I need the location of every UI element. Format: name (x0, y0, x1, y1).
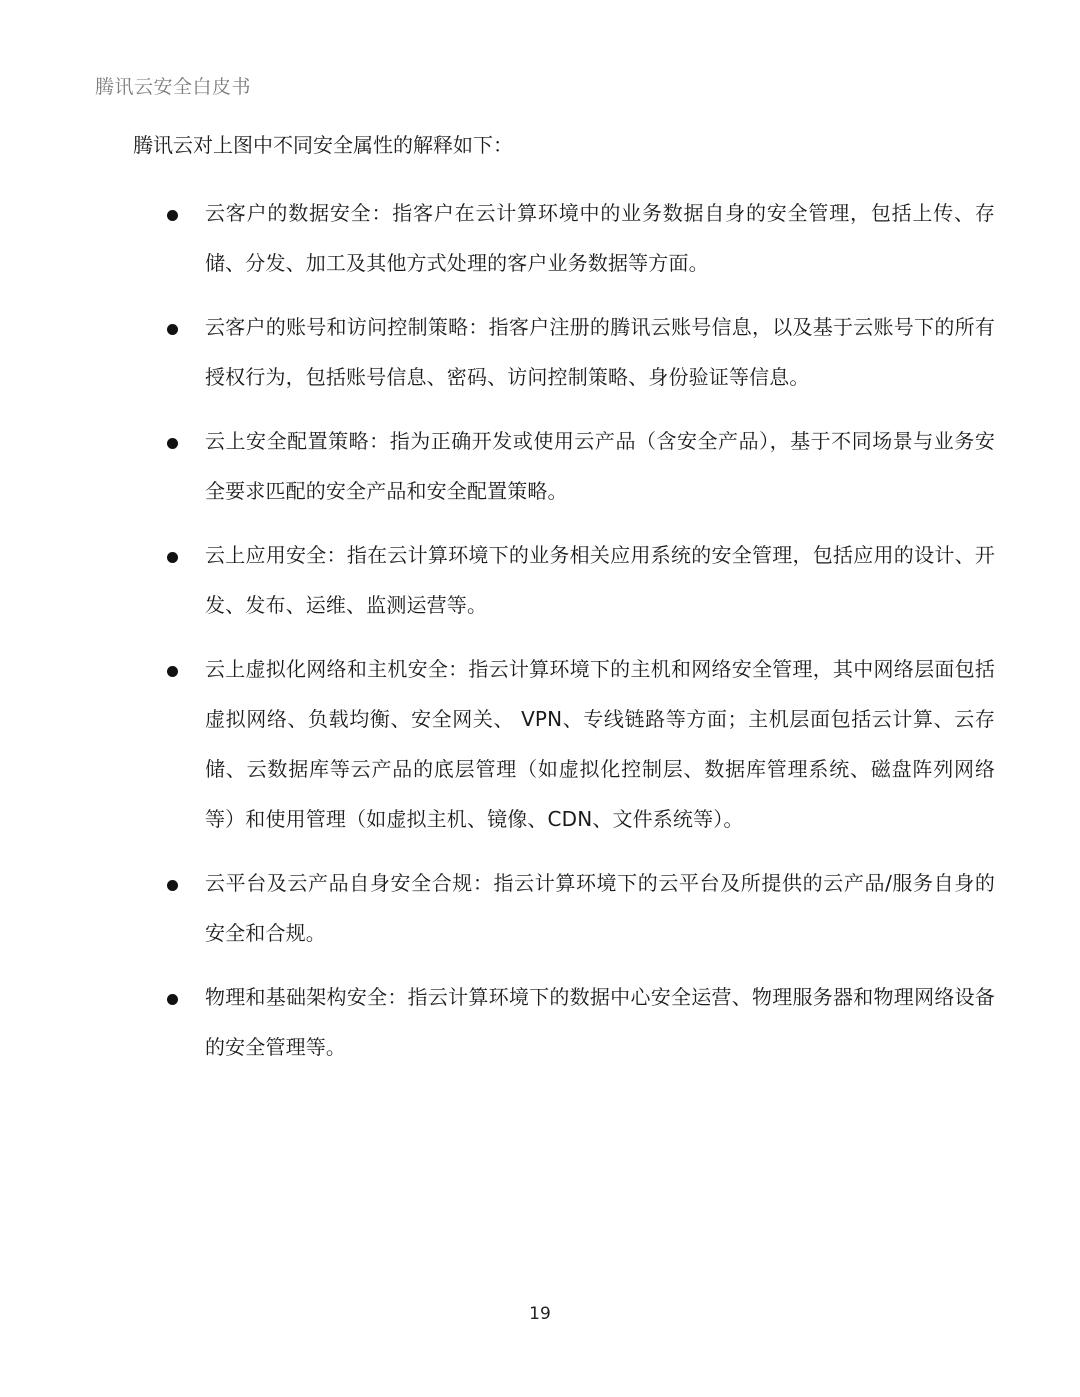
page-header-title: 腾讯云安全白皮书 (95, 76, 252, 98)
list-item-text: 云客户的账号和访问控制策略：指客户注册的腾讯云账号信息，以及基于云账号下的所有授权行为，包括账号信息、密码、访问控制策略、身份验证等信息。 (205, 315, 995, 389)
bullet-icon (167, 880, 178, 891)
bullet-icon (167, 666, 178, 677)
list-item-text: 物理和基础架构安全：指云计算环境下的数据中心安全运营、物理服务器和物理网络设备的安全管理等。 (205, 985, 995, 1059)
list-item-text: 云上应用安全：指在云计算环境下的业务相关应用系统的安全管理，包括应用的设计、开发、发布、运维、监测运营等。 (205, 543, 995, 617)
bullet-icon (167, 552, 178, 563)
bullet-icon (167, 324, 178, 335)
list-item-text: 云上虚拟化网络和主机安全：指云计算环境下的主机和网络安全管理，其中网络层面包括虚拟网络、负载均衡、安全网关、 VPN、专线链路等方面；主机层面包括云计算、云存储、云数据库等云产品的底层管理（如虚拟化控制层、数据库管理系统、磁盘阵列网络等）和使用管理（如虚拟主机、镜像、CDN、文件系统等）。 (205, 657, 995, 831)
bullet-icon (167, 994, 178, 1005)
page-number: 19 (529, 1304, 551, 1324)
list-item-text: 云客户的数据安全：指客户在云计算环境中的业务数据自身的安全管理，包括上传、存储、分发、加工及其他方式处理的客户业务数据等方面。 (205, 201, 995, 275)
list-item-text: 云平台及云产品自身安全合规：指云计算环境下的云平台及所提供的云产品/服务自身的安全和合规。 (205, 871, 995, 945)
bullet-icon (167, 210, 178, 221)
intro-paragraph: 腾讯云对上图中不同安全属性的解释如下： (133, 133, 513, 157)
list-item-text: 云上安全配置策略：指为正确开发或使用云产品（含安全产品），基于不同场景与业务安全要求匹配的安全产品和安全配置策略。 (205, 429, 995, 503)
bullet-icon (167, 438, 178, 449)
